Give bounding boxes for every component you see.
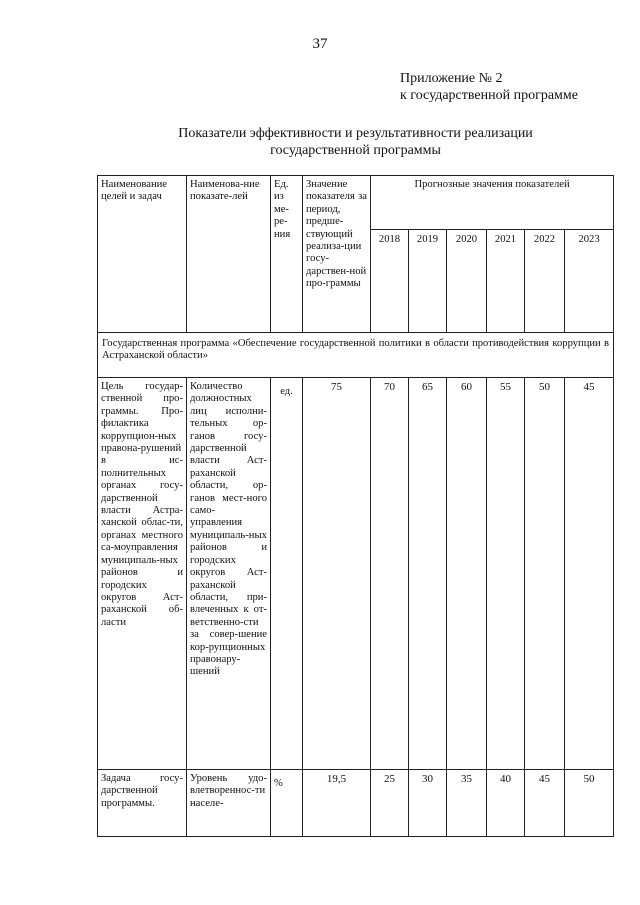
table-row [98, 378, 614, 770]
header-indicator: Наименова-ние показате-лей [187, 176, 271, 333]
section-title: Государственная программа «Обеспечение государственной политики в области противодействия коррупции в Астраханской области» [98, 333, 614, 378]
header-year-2023: 2023 [565, 229, 614, 332]
header-year-2022: 2022 [525, 229, 565, 332]
row-value-2020: 60 [447, 378, 487, 770]
row-value-2019: 30 [409, 770, 447, 837]
row-prev-value: 19,5 [303, 770, 371, 837]
appendix-heading [400, 70, 578, 104]
header-year-2021: 2021 [487, 229, 525, 332]
row-goal: Цель государ-ственной про-граммы. Про-филактика коррупцион-ных правона-рушений в ис-полнительных органах госу-дарственной власти Астра-ханской облас-ти, органах местного са-моуправления муниципаль-ных районов и городских округов Аст-раханской об-ласти [98, 378, 187, 770]
row-value-2020: 35 [447, 770, 487, 837]
row-value-2023: 45 [565, 378, 614, 770]
row-goal: Задача госу-дарственной программы. [98, 770, 187, 837]
header-year-2020: 2020 [447, 229, 487, 332]
header-unit: Ед. из ме-ре-ния [271, 176, 303, 333]
row-value-2022: 50 [525, 378, 565, 770]
row-value-2018: 25 [371, 770, 409, 837]
header-year-2018: 2018 [371, 229, 409, 332]
header-forecast: Прогнозные значения показателей [371, 176, 614, 230]
row-value-2021: 55 [487, 378, 525, 770]
section-row [98, 333, 614, 378]
title-line-2: государственной программы [270, 143, 441, 158]
row-value-2019: 65 [409, 378, 447, 770]
row-value-2023: 50 [565, 770, 614, 837]
row-unit: % [271, 770, 303, 837]
header-goals: Наименование целей и задач [98, 176, 187, 333]
appendix-line-1: Приложение № 2 [400, 71, 503, 86]
row-indicator: Уровень удо-влетвореннос-ти населе- [187, 770, 271, 837]
row-value-2018: 70 [371, 378, 409, 770]
appendix-line-2: к государственной программе [400, 88, 578, 103]
row-unit: ед. [271, 378, 303, 770]
page-number: 37 [312, 36, 328, 52]
header-year-2019: 2019 [409, 229, 447, 332]
title-line-1: Показатели эффективности и результативности реализации [178, 126, 533, 141]
table-row [98, 770, 614, 837]
row-prev-value: 75 [303, 378, 371, 770]
row-indicator: Количество должностных лиц исполни-тельных ор-ганов госу-дарственной власти Аст-раханской области, ор-ганов мест-ного само-управления муниципаль-ных районов и городских округов Аст-раханской области, при-влеченных к от-ветственно-сти за совер-шение кор-рупционных правонару-шений [187, 378, 271, 770]
row-value-2022: 45 [525, 770, 565, 837]
row-value-2021: 40 [487, 770, 525, 837]
document-title [98, 125, 613, 159]
header-row [98, 176, 614, 230]
indicators-table [97, 175, 614, 837]
header-prev-value: Значение показателя за период, предше-ствующий реализа-ции госу-дарствен-ной про-граммы [303, 176, 371, 333]
